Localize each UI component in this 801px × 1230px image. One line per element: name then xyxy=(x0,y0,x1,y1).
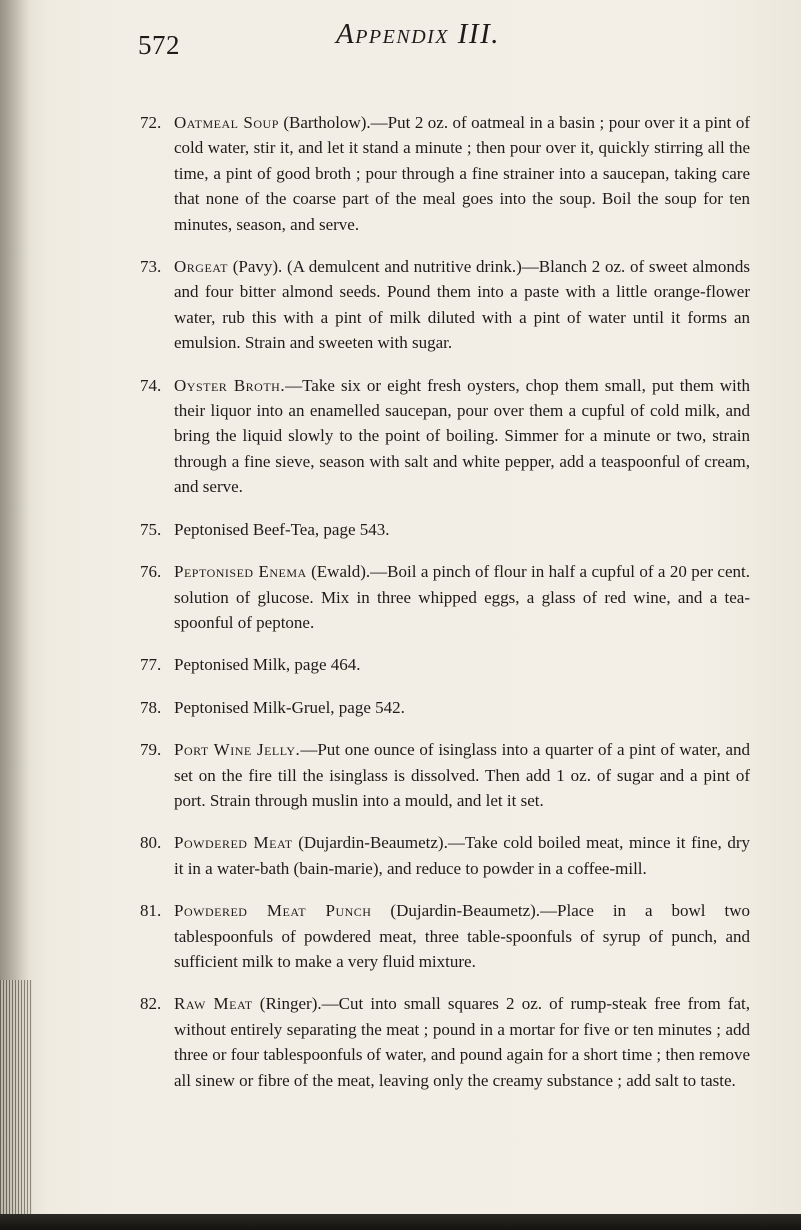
recipe-text: Peptonised Milk-Gruel, page 542. xyxy=(174,697,405,717)
recipe-text: (Dujardin-Beaumetz).—Place in a bowl two tablespoonfuls of powdered meat, three table-spoonfuls of syrup of punch, and sufficient milk to make a very fluid mixture. xyxy=(174,901,750,971)
recipe-text: Peptonised Beef-Tea, page 543. xyxy=(174,519,390,539)
recipe-number: 80. xyxy=(140,833,162,853)
recipe-entry xyxy=(140,737,750,813)
page-edge-stack xyxy=(0,980,32,1230)
recipe-number: 82. xyxy=(140,994,162,1014)
page-number: 572 xyxy=(138,30,180,60)
recipe-number: 72. xyxy=(140,113,162,132)
recipe-text: (Ewald).—Boil a pinch of flour in half a cupful of a 20 per cent. solution of glucose. Mix in three whipped eggs, a glass of red wine, and a tea-spoonful of peptone. xyxy=(174,562,750,632)
recipe-entry xyxy=(140,991,750,1093)
recipe-title: Orgeat xyxy=(174,257,228,277)
recipe-entry xyxy=(140,652,750,677)
recipe-entry xyxy=(140,517,750,542)
running-head: Appendix III. xyxy=(336,18,500,50)
recipe-number: 74. xyxy=(140,375,162,395)
recipe-number: 79. xyxy=(140,740,162,760)
recipe-text: Peptonised Milk, page 464. xyxy=(174,655,361,675)
recipe-title: Oyster Broth. xyxy=(174,375,286,395)
recipe-number: 75. xyxy=(140,519,162,539)
recipe-entry xyxy=(140,898,750,974)
recipe-entry xyxy=(140,830,750,881)
recipe-entry xyxy=(140,373,750,500)
recipe-list xyxy=(140,93,750,1095)
recipe-number: 76. xyxy=(140,562,162,582)
recipe-title: Raw Meat xyxy=(174,994,253,1014)
recipe-title: Powdered Meat Punch xyxy=(174,901,372,921)
recipe-entry xyxy=(140,110,750,237)
recipe-number: 78. xyxy=(140,697,162,717)
recipe-number: 81. xyxy=(140,901,162,921)
recipe-title: Peptonised Enema xyxy=(174,562,307,582)
page-header xyxy=(138,14,738,64)
recipe-text: (Ringer).—Cut into small squares 2 oz. of rump-steak free from fat, without entirely separating the meat ; pound in a mortar for five or ten minutes ; add three or four tablespoonfuls of water, and pound again for a short time ; then remove all sinew or fibre of the meat, leaving only the creamy substance ; add salt to taste. xyxy=(174,994,751,1090)
recipe-entry xyxy=(140,695,750,720)
recipe-text: (Dujardin-Beaumetz).—Take cold boiled meat, mince it fine, dry it in a water-bath (bain-marie), and reduce to powder in a coffee-mill. xyxy=(174,833,750,878)
recipe-text: (Pavy). (A demulcent and nutritive drink.)—Blanch 2 oz. of sweet almonds and four bitter almond seeds. Pound them into a paste with a little orange-flower water, rub this with a pint of milk diluted with a pint of water until it forms an emulsion. Strain and sweeten with sugar. xyxy=(174,257,750,353)
recipe-entry xyxy=(140,254,750,356)
page-bottom-edge xyxy=(0,1214,801,1230)
recipe-text: —Take six or eight fresh oysters, chop them small, put them with their liquor into an enamelled saucepan, pour over them a cupful of cold milk, and bring the liquid slowly to the point of boiling. Simmer for a minute or two, strain through a fine sieve, season with salt and white pepper, add a teaspoonful of cream, and serve. xyxy=(174,375,750,497)
recipe-title: Powdered Meat xyxy=(174,833,293,853)
recipe-entry xyxy=(140,559,750,635)
recipe-title: Oatmeal Soup xyxy=(174,113,279,132)
recipe-title: Port Wine Jelly. xyxy=(174,740,301,760)
recipe-number: 73. xyxy=(140,257,162,277)
recipe-text: —Put one ounce of isinglass into a quarter of a pint of water, and set on the fire till the isinglass is dissolved. Then add 1 oz. of sugar and a pint of port. Strain through muslin into a mould, and let it set. xyxy=(174,740,750,810)
recipe-number: 77. xyxy=(140,655,162,675)
recipe-text: (Bartholow).—Put 2 oz. of oatmeal in a basin ; pour over it a pint of cold water, stir it, and let it stand a minute ; then pour over it, quickly stirring all the time, a pint of good broth ; pour through a fine strainer into a saucepan, taking care that none of the coarse part of the meal goes into the soup. Boil the soup for ten minutes, season, and serve. xyxy=(174,113,751,234)
